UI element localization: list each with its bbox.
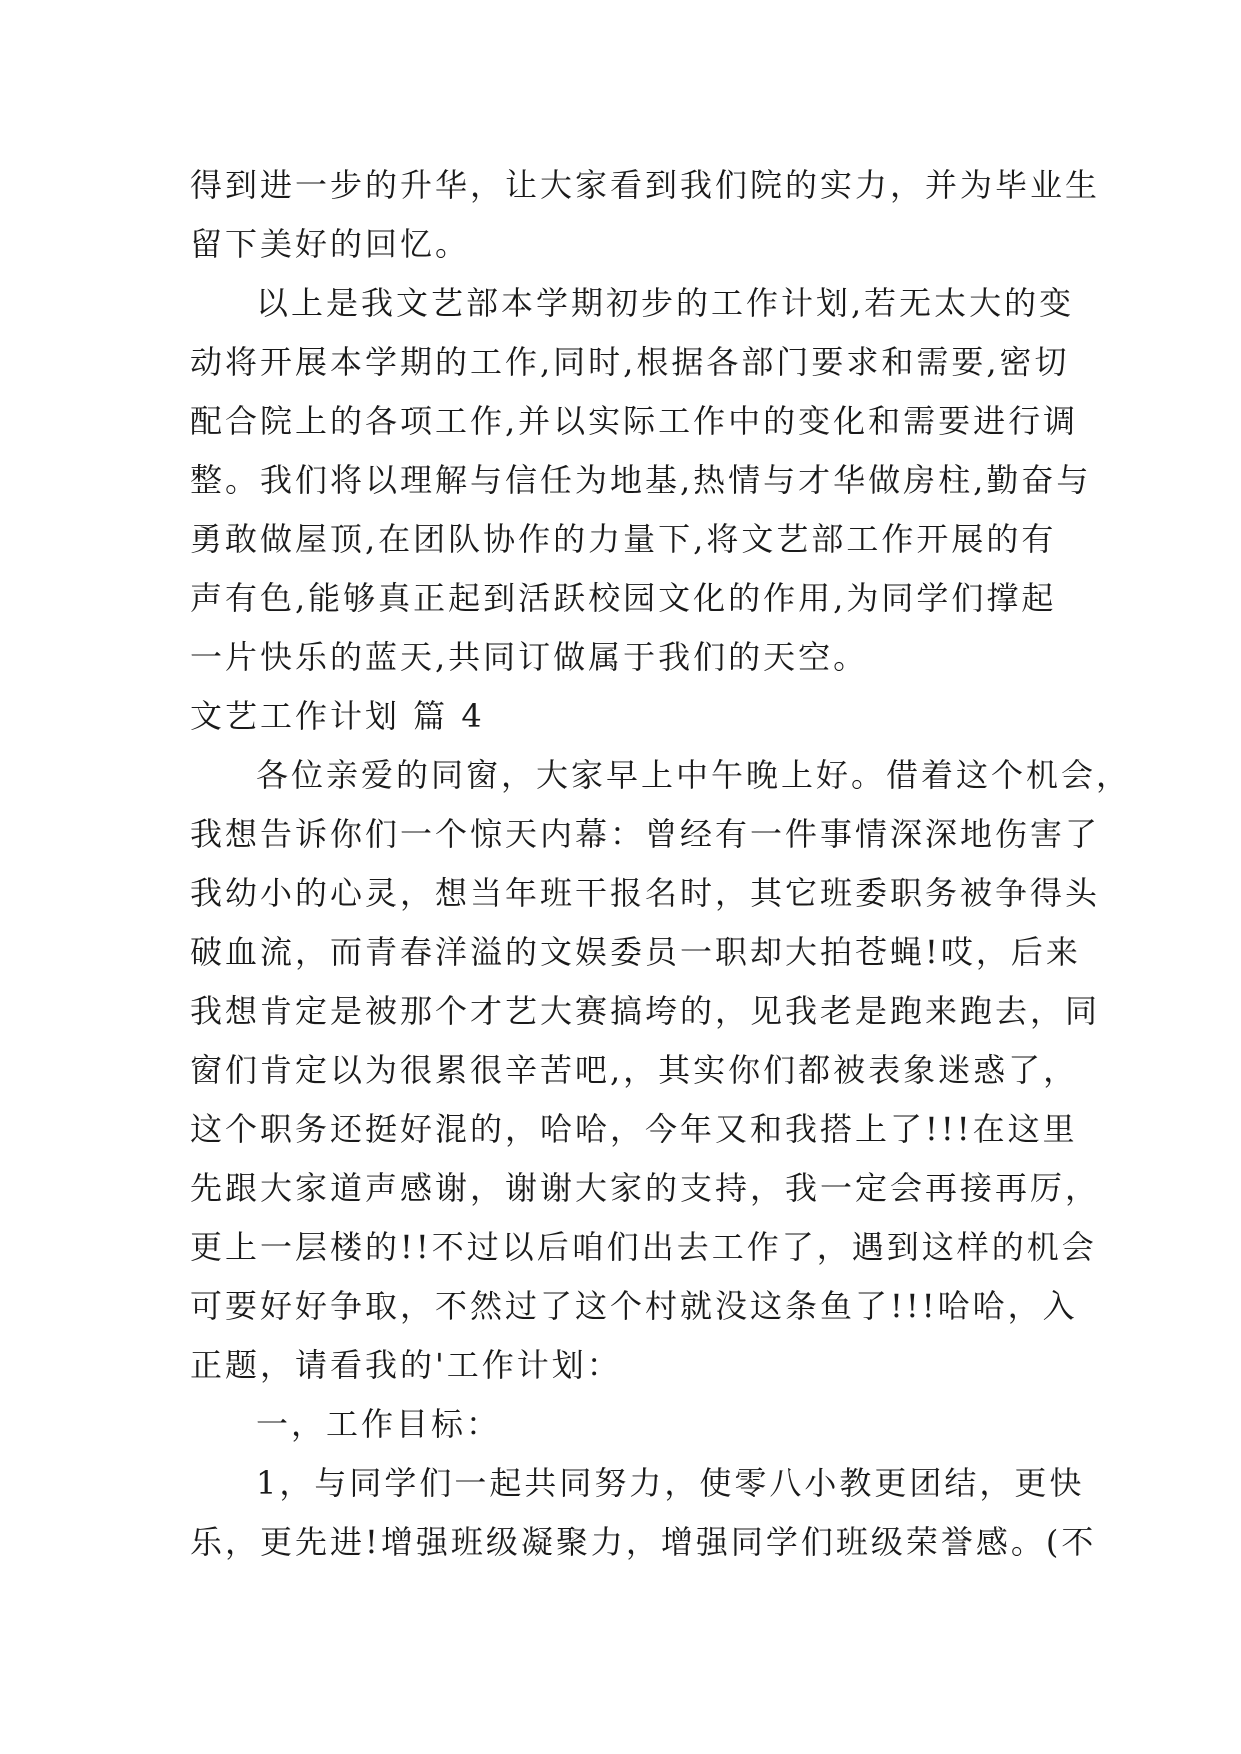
text-line: 动将开展本学期的工作,同时,根据各部门要求和需要,密切: [190, 343, 1070, 381]
text-line: 得到进一步的升华，让大家看到我们院的实力，并为毕业生: [190, 166, 1101, 204]
text-line: 我幼小的心灵，想当年班干报名时，其它班委职务被争得头: [190, 874, 1101, 912]
text-line: 一片快乐的蓝天,共同订做属于我们的天空。: [190, 638, 869, 676]
text-line: 一，工作目标：: [256, 1405, 502, 1443]
text-line: 正题，请看我的'工作计划：: [190, 1346, 622, 1384]
text-line: 1，与同学们一起共同努力，使零八小教更团结，更快: [256, 1464, 1085, 1502]
text-line: 各位亲爱的同窗，大家早上中午晚上好。借着这个机会，: [256, 756, 1132, 794]
text-line: 乐，更先进!增强班级凝聚力，增强同学们班级荣誉感。(不: [190, 1523, 1097, 1561]
text-line: 我想告诉你们一个惊天内幕：曾经有一件事情深深地伤害了: [190, 815, 1101, 853]
text-line: 更上一层楼的!!不过以后咱们出去工作了，遇到这样的机会: [190, 1228, 1097, 1266]
text-line: 这个职务还挺好混的，哈哈，今年又和我搭上了!!!在这里: [190, 1110, 1078, 1148]
text-line: 声有色,能够真正起到活跃校园文化的作用,为同学们撑起: [190, 579, 1057, 617]
text-line: 留下美好的回忆。: [190, 225, 471, 263]
text-line: 我想肯定是被那个才艺大赛搞垮的，见我老是跑来跑去，同: [190, 992, 1101, 1030]
text-line: 窗们肯定以为很累很辛苦吧,，其实你们都被表象迷惑了，: [190, 1051, 1079, 1089]
text-line: 先跟大家道声感谢，谢谢大家的支持，我一定会再接再厉，: [190, 1169, 1101, 1207]
text-line: 配合院上的各项工作,并以实际工作中的变化和需要进行调: [190, 402, 1079, 440]
document-body: [190, 156, 1132, 1572]
text-line: 整。我们将以理解与信任为地基,热情与才华做房柱,勤奋与: [190, 461, 1092, 499]
text-line: 勇敢做屋顶,在团队协作的力量下,将文艺部工作开展的有: [190, 520, 1057, 558]
text-line: 文艺工作计划 篇 4: [190, 697, 485, 735]
text-line: 以上是我文艺部本学期初步的工作计划,若无太大的变: [256, 284, 1075, 322]
text-line: 可要好好争取，不然过了这个村就没这条鱼了!!!哈哈，入: [190, 1287, 1078, 1325]
text-line: 破血流，而青春洋溢的文娱委员一职却大拍苍蝇!哎，后来: [190, 933, 1081, 971]
